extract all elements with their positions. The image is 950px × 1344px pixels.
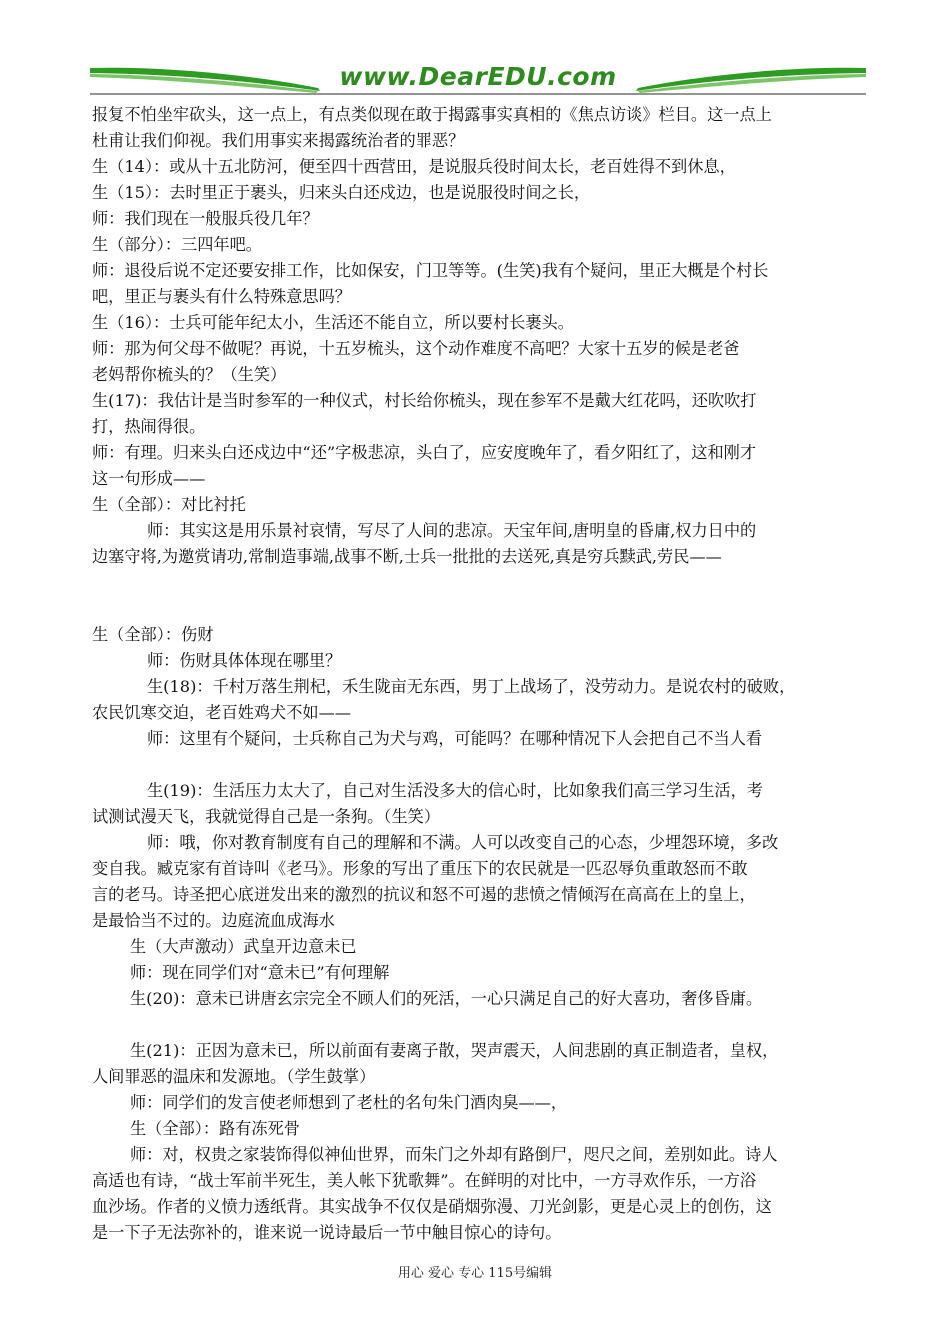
text-line: 边塞守将,为邀赏请功,常制造事端,战事不断,士兵一批批的去送死,真是穷兵黩武,劳民—— — [92, 547, 722, 566]
text-line: 师：我们现在一般服兵役几年？ — [92, 209, 319, 228]
text-line: 报复不怕坐牢砍头，这一点上，有点类似现在敢于揭露事实真相的《焦点访谈》栏目。这一点上 — [92, 105, 772, 124]
text-line: 言的老马。诗圣把心底迸发出来的激烈的抗议和怒不可遏的悲愤之情倾泻在高高在上的皇上， — [92, 885, 756, 904]
text-line: 变自我。臧克家有首诗叫《老马》。形象的写出了重压下的农民就是一匹忍辱负重敢怒而不敢 — [92, 859, 748, 878]
site-header-logo — [88, 60, 868, 96]
text-line: 生(21)：正因为意未已，所以前面有妻离子散，哭声震天，人间悲剧的真正制造者，皇权， — [130, 1041, 779, 1060]
site-logo-text: www.DearEDU.com — [339, 62, 617, 91]
text-line: 打，热闹得很。 — [92, 417, 206, 436]
blank-space — [92, 752, 862, 778]
text-line: 生(20)：意未已讲唐玄宗完全不顾人们的死活，一心只满足自己的好大喜功，奢侈昏庸。 — [130, 989, 763, 1008]
text-line: 血沙场。作者的义愤力透纸背。其实战争不仅仅是硝烟弥漫、刀光剑影，更是心灵上的创伤，这 — [92, 1197, 772, 1216]
text-line: 师：有理。归来头白还戍边中“还”字极悲凉，头白了，应安度晚年了，看夕阳红了，这和刚才 — [92, 443, 757, 462]
text-line: 生（14）：或从十五北防河，便至四十西营田，是说服兵役时间太长，老百姓得不到休息， — [92, 157, 736, 176]
text-line: 生（16）：士兵可能年纪太小，生活还不能自立，所以要村长裹头。 — [92, 313, 574, 332]
text-line: 生（部分）：三四年吧。 — [92, 235, 262, 254]
text-line: 人间罪恶的温床和发源地。（学生鼓掌） — [92, 1067, 376, 1086]
text-line: 生(17)：我估计是当时参军的一种仪式，村长给你梳头，现在参军不是戴大红花吗，还吹吹打 — [92, 391, 757, 410]
text-line: 师：这里有个疑问，士兵称自己为犬与鸡，可能吗？在哪种情况下人会把自己不当人看 — [147, 729, 763, 748]
text-line: 师：那为何父母不做呢？再说，十五岁梳头，这个动作难度不高吧？大家十五岁的候是老爸 — [92, 339, 740, 358]
text-line: 杜甫让我们仰视。我们用事实来揭露统治者的罪恶？ — [92, 131, 465, 150]
text-line: 师：对，权贵之家装饰得似神仙世界，而朱门之外却有路倒尸，咫尺之间，差别如此。诗人 — [130, 1145, 778, 1164]
text-line: 高适也有诗，“战士军前半死生，美人帐下犹歌舞”。在鲜明的对比中，一方寻欢作乐，一方浴 — [92, 1171, 757, 1190]
text-line: 生（15）：去时里正于裹头，归来头白还戍边，也是说服役时间之长， — [92, 183, 591, 202]
text-line: 是最恰当不过的。边庭流血成海水 — [92, 911, 335, 930]
text-line: 生（大声激动）武皇开边意未已 — [130, 937, 357, 956]
text-line: 吧，里正与裹头有什么特殊意思吗？ — [92, 287, 351, 306]
text-line: 师：退役后说不定还要安排工作，比如保安，门卫等等。(生笑)我有个疑问，里正大概是个村长 — [92, 261, 769, 280]
text-line: 师：现在同学们对“意未已”有何理解 — [130, 963, 390, 982]
text-line: 生（全部）：伤财 — [92, 625, 214, 644]
text-line: 师：哦，你对教育制度有自己的理解和不满。人可以改变自己的心态，少埋怨环境，多改 — [147, 833, 779, 852]
text-line: 师：其实这是用乐景衬哀情，写尽了人间的悲凉。天宝年间,唐明皇的昏庸,权力日中的 — [147, 521, 757, 540]
blank-space — [92, 570, 862, 622]
text-line: 生（全部）：对比衬托 — [92, 495, 246, 514]
text-line: 生(18)：千村万落生荆杞，禾生陇亩无东西，男丁上战场了，没劳动力。是说农村的破败， — [147, 677, 796, 696]
text-line: 是一下子无法弥补的，谁来说一说诗最后一节中触目惊心的诗句。 — [92, 1223, 562, 1242]
text-line: 老妈帮你梳头的？（生笑） — [92, 365, 287, 384]
document-body — [92, 102, 862, 1246]
page-footer: 用心 爱心 专心 115号编辑 — [397, 1266, 553, 1281]
text-line: 生（全部）：路有冻死骨 — [130, 1119, 300, 1138]
text-line: 生(19)：生活压力太大了，自己对生活没多大的信心时，比如象我们高三学习生活，考 — [147, 781, 763, 800]
text-line: 这一句形成—— — [92, 469, 206, 488]
text-line: 农民饥寒交迫，老百姓鸡犬不如—— — [92, 703, 351, 722]
text-line: 试测试漫天飞，我就觉得自己是一条狗。（生笑） — [92, 807, 441, 826]
text-line: 师：同学们的发言使老师想到了老杜的名句朱门酒肉臭——， — [130, 1093, 568, 1112]
text-line: 师：伤财具体体现在哪里？ — [147, 651, 342, 670]
blank-space — [92, 1012, 862, 1038]
